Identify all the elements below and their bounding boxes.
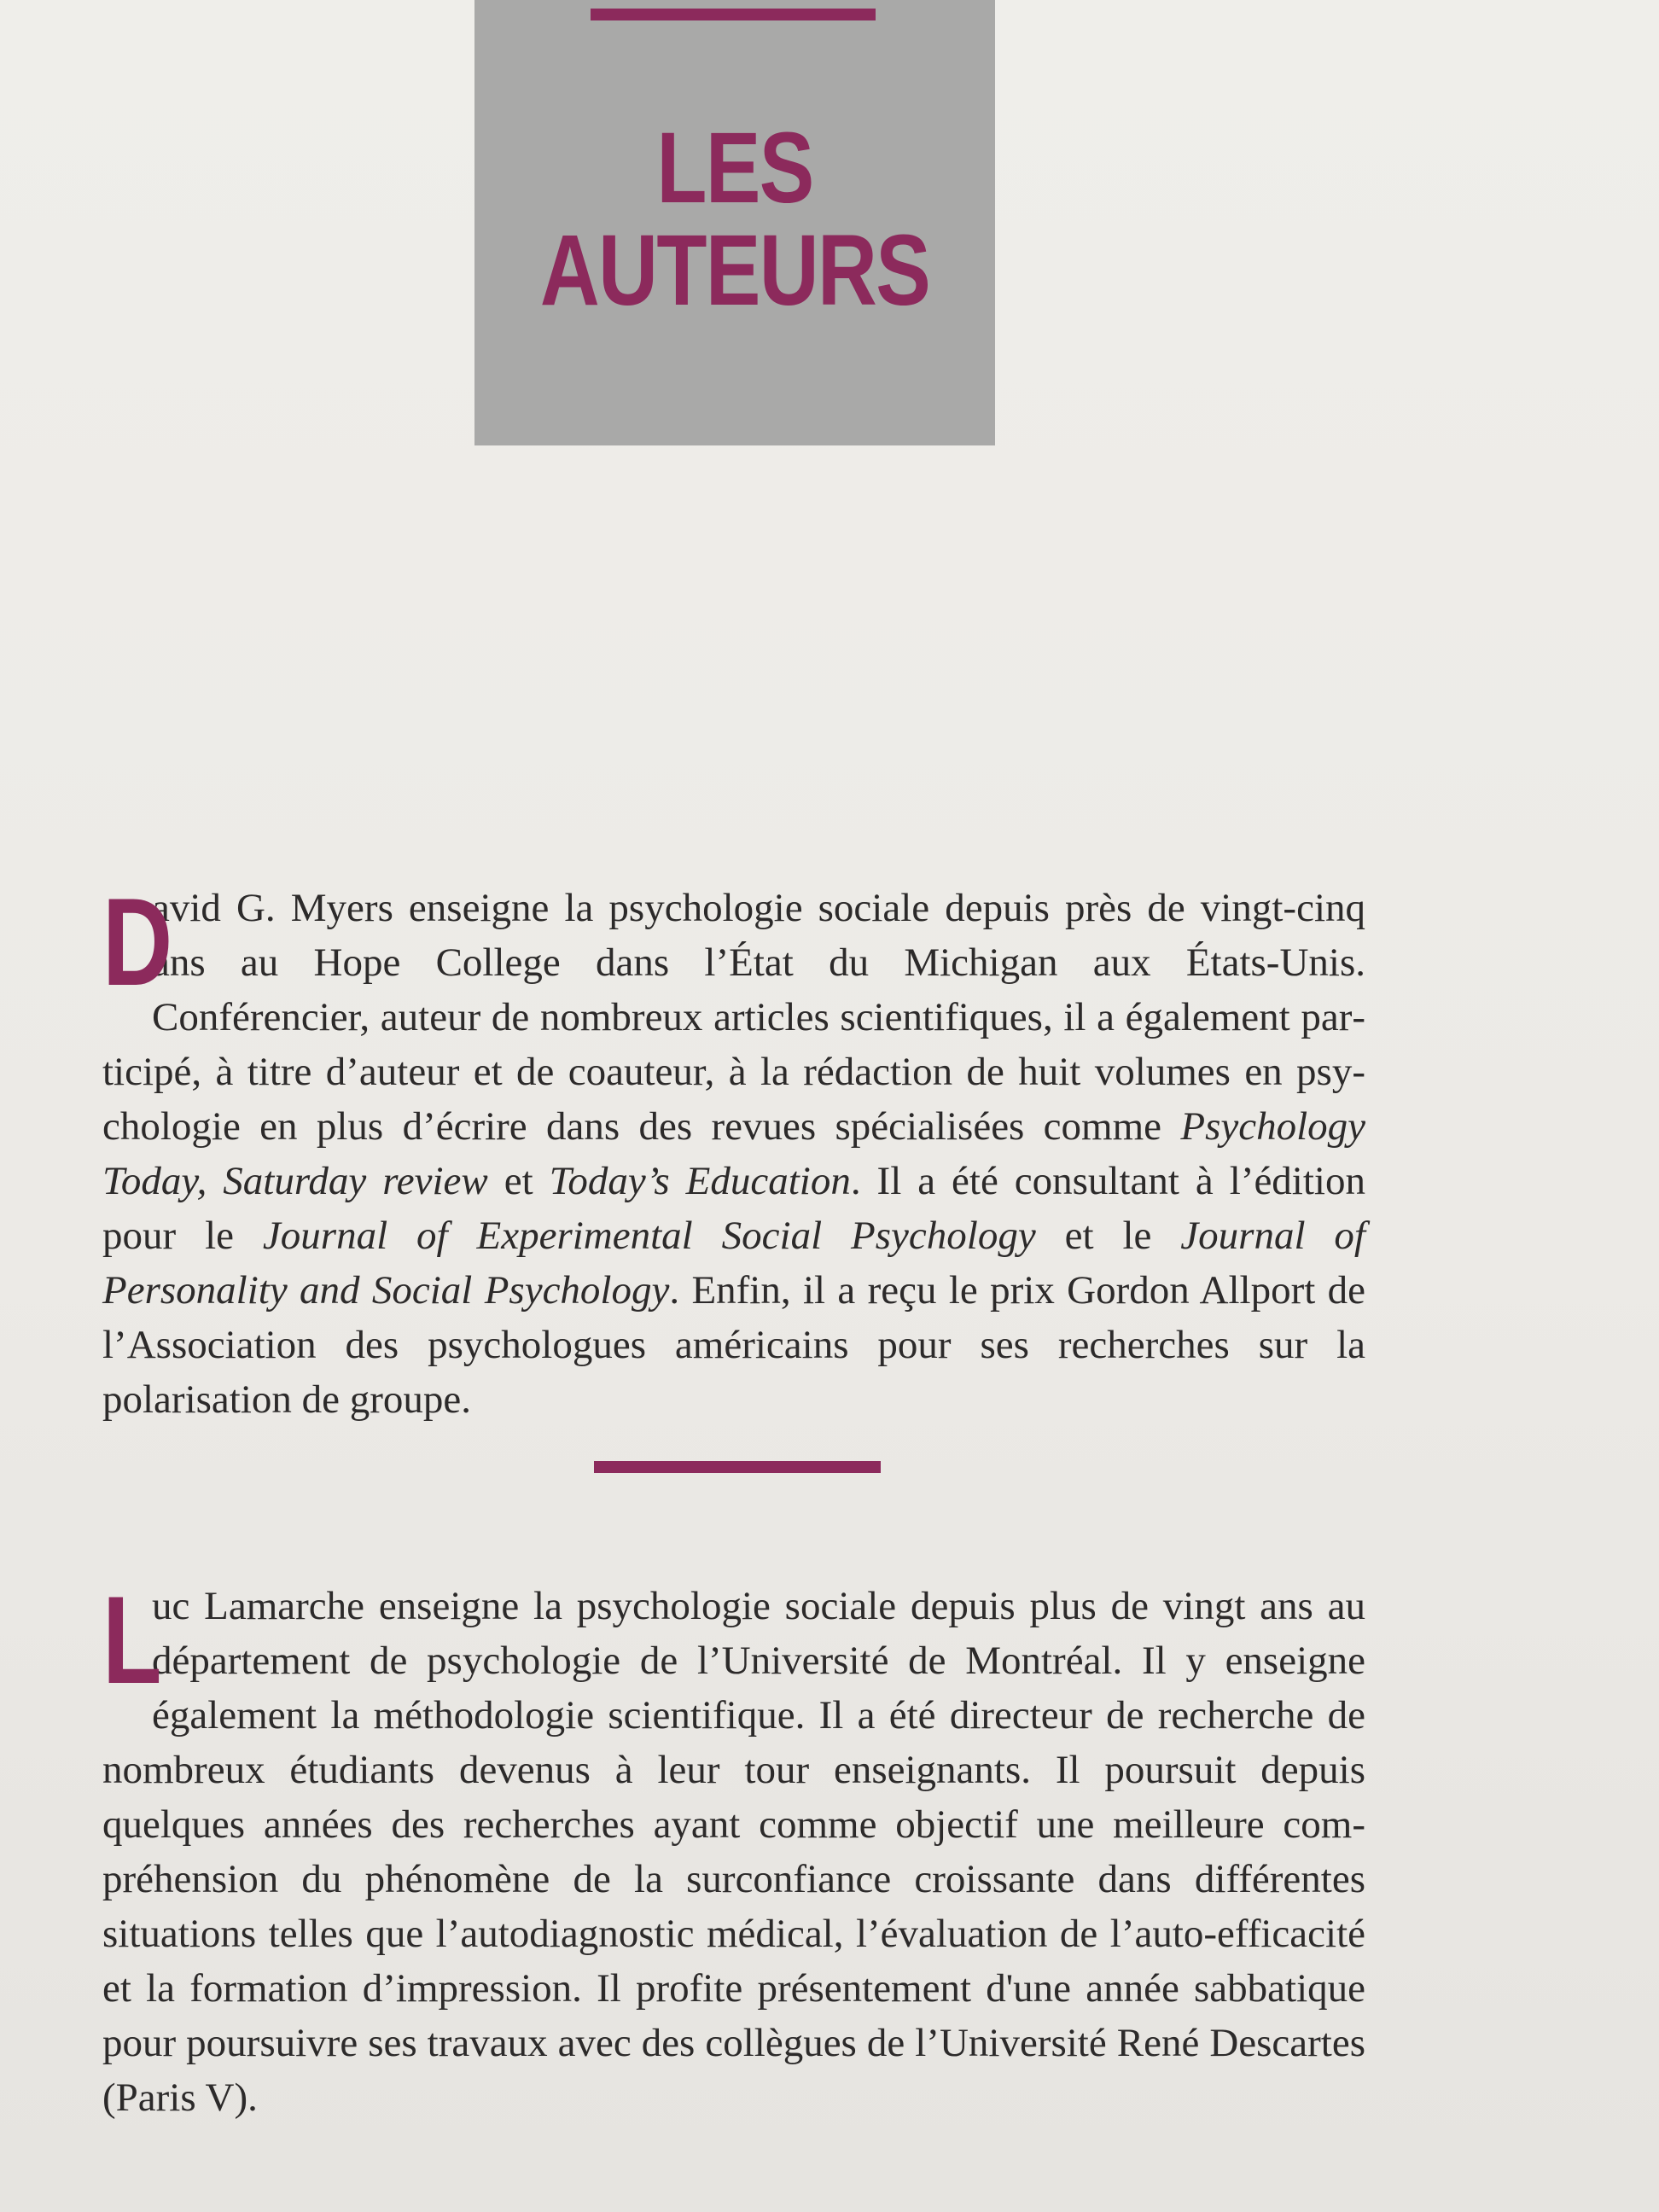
author-bio-myers	[102, 872, 1365, 1427]
page-title-line-1: LES	[656, 112, 813, 224]
top-accent-rule	[591, 9, 876, 20]
bio1-text-5: . Enfin, il a reçu le prix Gordon Allport de l’Association des psychologues américains pour ses recherches sur la polarisation de groupe.	[102, 1268, 1365, 1422]
bio1-text-1: avid G. Myers enseigne la psychologie sociale depuis près de vingt-cinq ans au Hope College dans l’État du Michigan aux États-Unis. Conférencier, auteur de nombreux articles scientifiques, il a également participé, à titre d’auteur et de coauteur, à la rédaction de huit volumes en psychologie en plus d’écrire dans des revues spécialisées comme	[102, 886, 1365, 1149]
bio1-text-4: et le	[1035, 1214, 1181, 1258]
drop-cap-l: L	[102, 1570, 162, 1709]
bio1-italic-1: Psychology Today, Saturday review	[102, 1104, 1365, 1203]
title-box	[474, 0, 995, 445]
bio2-text: uc Lamarche enseigne la psychologie sociale depuis plus de vingt ans au département de psychologie de l’Université de Montréal. Il y enseigne également la méthodologie scientifique. Il a été directeur de recherche de nombreux étudiants devenus à leur tour enseignants. Il poursuit depuis quelques années des recherches ayant comme objectif une meilleure compréhension du phénomène de la surconfiance croissante dans différentes situations telles que l’autodiagnostic médical, l’évaluation de l’auto-efficacité et la formation d’impression. Il profite présentement d'une année sabbatique pour poursuivre ses travaux avec des collègues de l’Université René Descartes (Paris V).	[102, 1584, 1365, 2120]
bio1-italic-4: Journal of Personality and Social Psychology	[102, 1214, 1365, 1313]
drop-cap-d: D	[102, 872, 173, 1011]
author-bio-lamarche	[102, 1570, 1365, 2125]
page-title-line-2: AUTEURS	[539, 214, 930, 327]
section-divider-rule	[594, 1461, 881, 1473]
bio1-italic-2: Today’s Education	[549, 1159, 851, 1203]
bio1-text-3: . Il a été consultant à l’édition pour le	[102, 1159, 1365, 1258]
bio1-text-2: et	[487, 1159, 550, 1203]
bio1-italic-3: Journal of Experimental Social Psychology	[262, 1214, 1036, 1258]
